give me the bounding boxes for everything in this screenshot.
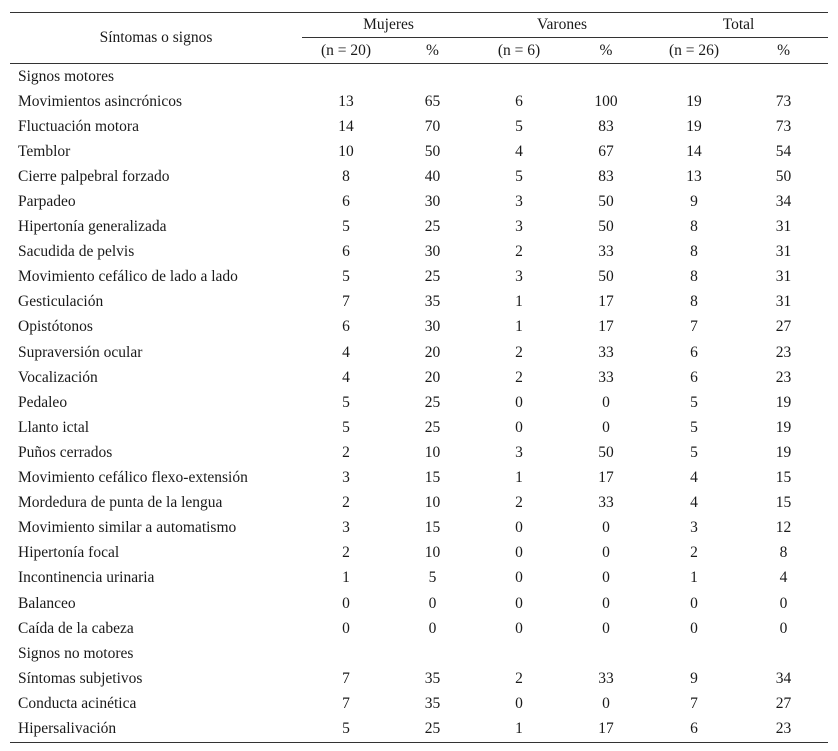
cell-varones-pct: 0 bbox=[602, 594, 610, 612]
table-row bbox=[10, 340, 828, 365]
cell-varones-pct: 17 bbox=[598, 293, 614, 311]
cell-varones-pct: 50 bbox=[598, 268, 614, 286]
cell-total-n: 8 bbox=[690, 218, 698, 236]
cell-mujeres-pct: 25 bbox=[424, 418, 441, 436]
cell-total-n: 7 bbox=[690, 318, 698, 336]
cell-total-n: 9 bbox=[690, 193, 698, 211]
cell-total-pct: 27 bbox=[775, 694, 792, 712]
cell-mujeres-n: 5 bbox=[342, 418, 350, 436]
cell-varones-pct: 0 bbox=[602, 544, 610, 562]
cell-total-pct: 4 bbox=[779, 569, 788, 587]
cell-varones-n: 3 bbox=[515, 193, 523, 211]
symptom-name: Hipertonía generalizada bbox=[18, 218, 167, 236]
cell-mujeres-n: 5 bbox=[342, 218, 350, 236]
table-row bbox=[10, 189, 828, 214]
table-row bbox=[10, 114, 828, 139]
section-header-row bbox=[10, 641, 828, 666]
cell-mujeres-n: 7 bbox=[342, 293, 350, 311]
cell-varones-n: 3 bbox=[515, 218, 523, 236]
cell-total-pct: 23 bbox=[775, 343, 792, 361]
cell-varones-pct: 0 bbox=[602, 519, 610, 537]
table-row bbox=[10, 215, 828, 240]
symptom-name: Fluctuación motora bbox=[18, 117, 139, 135]
cell-total-pct: 31 bbox=[775, 293, 792, 311]
cell-mujeres-pct: 25 bbox=[390, 716, 475, 742]
cell-varones-n: 2 bbox=[515, 343, 523, 361]
n-header-mujeres: (n = 20) bbox=[302, 38, 390, 64]
cell-varones-pct: 50 bbox=[598, 193, 614, 211]
cell-mujeres-pct: 65 bbox=[424, 92, 441, 110]
row-label-header: Síntomas o signos bbox=[10, 13, 302, 64]
group-header-total: Total bbox=[649, 13, 828, 38]
cell-total-pct: 73 bbox=[775, 117, 792, 135]
table-row bbox=[10, 691, 828, 716]
n-header-varones: (n = 6) bbox=[475, 38, 563, 64]
cell-total-pct: 15 bbox=[775, 494, 792, 512]
cell-total-n: 5 bbox=[690, 393, 698, 411]
table-row bbox=[10, 290, 828, 315]
symptom-name: Incontinencia urinaria bbox=[18, 569, 155, 587]
symptom-name: Parpadeo bbox=[18, 193, 76, 211]
cell-mujeres-pct: 25 bbox=[424, 268, 441, 286]
cell-total-pct: 0 bbox=[779, 619, 788, 637]
symptom-name: Cierre palpebral forzado bbox=[18, 167, 170, 185]
cell-varones-pct: 67 bbox=[598, 142, 614, 160]
cell-total-n: 5 bbox=[690, 418, 698, 436]
cell-total-n: 6 bbox=[690, 343, 698, 361]
cell-mujeres-pct: 35 bbox=[424, 669, 441, 687]
cell-total-n: 4 bbox=[690, 494, 698, 512]
cell-mujeres-n: 5 bbox=[342, 268, 350, 286]
symptom-name: Caída de la cabeza bbox=[18, 619, 134, 637]
cell-mujeres-n: 3 bbox=[342, 519, 350, 537]
cell-varones-n: 2 bbox=[515, 243, 523, 261]
symptom-name: Movimiento cefálico flexo-extensión bbox=[18, 469, 248, 487]
cell-total-pct: 73 bbox=[775, 92, 792, 110]
symptom-name: Conducta acinética bbox=[18, 694, 137, 712]
cell-mujeres-pct: 25 bbox=[424, 393, 441, 411]
symptom-name: Gesticulación bbox=[18, 293, 104, 311]
cell-total-n: 2 bbox=[690, 544, 698, 562]
cell-varones-pct: 0 bbox=[602, 393, 610, 411]
table-row bbox=[10, 566, 828, 591]
symptom-name: Pedaleo bbox=[18, 393, 68, 411]
cell-total-pct: 31 bbox=[775, 243, 792, 261]
cell-total-pct: 19 bbox=[775, 443, 792, 461]
cell-total-pct: 15 bbox=[775, 469, 792, 487]
n-header-total: (n = 26) bbox=[649, 38, 739, 64]
cell-total-n: 6 bbox=[649, 716, 739, 742]
cell-total-pct: 31 bbox=[775, 218, 792, 236]
cell-total-pct: 8 bbox=[779, 544, 788, 562]
table-row bbox=[10, 466, 828, 491]
cell-mujeres-n: 6 bbox=[342, 193, 350, 211]
cell-varones-n: 0 bbox=[515, 619, 523, 637]
table-row bbox=[10, 390, 828, 415]
cell-mujeres-n: 7 bbox=[342, 669, 350, 687]
cell-total-n: 8 bbox=[690, 268, 698, 286]
cell-mujeres-pct: 15 bbox=[424, 469, 441, 487]
table-row bbox=[10, 240, 828, 265]
cell-varones-n: 1 bbox=[515, 293, 523, 311]
cell-mujeres-n: 8 bbox=[342, 167, 350, 185]
cell-mujeres-pct: 5 bbox=[428, 569, 437, 587]
cell-varones-pct: 50 bbox=[598, 443, 614, 461]
cell-varones-n: 2 bbox=[515, 669, 523, 687]
cell-total-pct: 19 bbox=[775, 393, 792, 411]
cell-total-n: 3 bbox=[690, 519, 698, 537]
table-row bbox=[10, 415, 828, 440]
cell-varones-pct: 0 bbox=[602, 569, 610, 587]
cell-total-n: 0 bbox=[690, 619, 698, 637]
cell-varones-pct: 0 bbox=[602, 619, 610, 637]
table-row bbox=[10, 716, 828, 742]
table-row bbox=[10, 491, 828, 516]
symptom-name: Puños cerrados bbox=[18, 443, 113, 461]
table-row bbox=[10, 315, 828, 340]
table-row bbox=[10, 616, 828, 641]
cell-mujeres-pct: 0 bbox=[428, 594, 437, 612]
cell-mujeres-n: 5 bbox=[302, 716, 390, 742]
table-body bbox=[10, 64, 828, 743]
symptom-name: Hipertonía focal bbox=[18, 544, 120, 562]
group-header-mujeres: Mujeres bbox=[302, 13, 475, 38]
cell-varones-pct: 33 bbox=[598, 368, 614, 386]
cell-mujeres-pct: 25 bbox=[424, 218, 441, 236]
cell-mujeres-pct: 10 bbox=[424, 544, 441, 562]
cell-mujeres-pct: 10 bbox=[424, 443, 441, 461]
cell-varones-n: 6 bbox=[515, 92, 523, 110]
cell-mujeres-pct: 30 bbox=[424, 193, 441, 211]
symptom-name: Llanto ictal bbox=[18, 418, 90, 436]
symptom-name: Opistótonos bbox=[18, 318, 93, 336]
pct-header-total: % bbox=[739, 38, 828, 64]
cell-varones-n: 5 bbox=[515, 167, 523, 185]
cell-total-pct: 23 bbox=[739, 716, 828, 742]
cell-total-n: 4 bbox=[690, 469, 698, 487]
cell-varones-pct: 83 bbox=[598, 167, 614, 185]
cell-mujeres-n: 1 bbox=[342, 569, 350, 587]
cell-varones-n: 1 bbox=[515, 318, 523, 336]
table-row bbox=[10, 164, 828, 189]
section-title: Signos motores bbox=[18, 67, 115, 85]
cell-varones-n: 1 bbox=[515, 469, 523, 487]
table-row bbox=[10, 89, 828, 114]
cell-mujeres-n: 6 bbox=[342, 243, 350, 261]
cell-mujeres-pct: 0 bbox=[428, 619, 437, 637]
cell-total-n: 1 bbox=[690, 569, 698, 587]
cell-varones-pct: 33 bbox=[598, 343, 614, 361]
cell-mujeres-n: 6 bbox=[342, 318, 350, 336]
table-row bbox=[10, 666, 828, 691]
table-header bbox=[10, 13, 828, 64]
cell-varones-pct: 0 bbox=[602, 694, 610, 712]
cell-total-n: 14 bbox=[686, 142, 702, 160]
cell-varones-n: 3 bbox=[515, 443, 523, 461]
cell-total-n: 13 bbox=[686, 167, 702, 185]
cell-varones-n: 0 bbox=[515, 569, 523, 587]
cell-mujeres-pct: 30 bbox=[424, 318, 441, 336]
cell-varones-n: 2 bbox=[515, 494, 523, 512]
cell-total-pct: 31 bbox=[775, 268, 792, 286]
symptom-name: Movimiento cefálico de lado a lado bbox=[18, 268, 238, 286]
cell-total-n: 19 bbox=[686, 117, 702, 135]
symptom-name: Hipersalivación bbox=[10, 716, 302, 742]
cell-total-pct: 23 bbox=[775, 368, 792, 386]
cell-varones-n: 5 bbox=[515, 117, 523, 135]
cell-mujeres-pct: 35 bbox=[424, 293, 441, 311]
cell-mujeres-pct: 15 bbox=[424, 519, 441, 537]
cell-mujeres-pct: 30 bbox=[424, 243, 441, 261]
cell-varones-n: 0 bbox=[515, 694, 523, 712]
symptom-name: Sacudida de pelvis bbox=[18, 243, 135, 261]
cell-varones-pct: 17 bbox=[563, 716, 649, 742]
cell-total-pct: 50 bbox=[775, 167, 792, 185]
cell-total-pct: 27 bbox=[775, 318, 792, 336]
cell-total-pct: 19 bbox=[775, 418, 792, 436]
cell-varones-pct: 17 bbox=[598, 469, 614, 487]
cell-total-n: 6 bbox=[690, 368, 698, 386]
table-row bbox=[10, 516, 828, 541]
cell-mujeres-n: 2 bbox=[342, 544, 350, 562]
section-title: Signos no motores bbox=[18, 644, 134, 662]
cell-mujeres-n: 7 bbox=[342, 694, 350, 712]
group-header-varones: Varones bbox=[475, 13, 649, 38]
cell-mujeres-n: 4 bbox=[342, 368, 350, 386]
cell-mujeres-pct: 40 bbox=[424, 167, 441, 185]
symptom-name: Mordedura de punta de la lengua bbox=[18, 494, 223, 512]
symptom-name: Temblor bbox=[18, 142, 71, 160]
cell-mujeres-pct: 35 bbox=[424, 694, 441, 712]
cell-mujeres-n: 13 bbox=[338, 92, 354, 110]
pct-header-mujeres: % bbox=[390, 38, 475, 64]
cell-varones-n: 0 bbox=[515, 594, 523, 612]
cell-mujeres-pct: 10 bbox=[424, 494, 441, 512]
cell-varones-pct: 83 bbox=[598, 117, 614, 135]
symptom-name: Síntomas subjetivos bbox=[18, 669, 143, 687]
cell-total-n: 8 bbox=[690, 243, 698, 261]
cell-mujeres-n: 14 bbox=[338, 117, 354, 135]
cell-mujeres-pct: 20 bbox=[424, 368, 441, 386]
cell-total-pct: 34 bbox=[775, 669, 792, 687]
cell-varones-pct: 33 bbox=[598, 669, 614, 687]
cell-varones-n: 3 bbox=[515, 268, 523, 286]
pct-header-varones: % bbox=[563, 38, 649, 64]
cell-varones-pct: 33 bbox=[598, 243, 614, 261]
table-row bbox=[10, 265, 828, 290]
cell-total-n: 9 bbox=[690, 669, 698, 687]
cell-total-n: 5 bbox=[690, 443, 698, 461]
symptom-name: Vocalización bbox=[18, 368, 98, 386]
cell-total-pct: 54 bbox=[775, 142, 792, 160]
cell-mujeres-n: 2 bbox=[342, 443, 350, 461]
cell-mujeres-n: 10 bbox=[338, 142, 354, 160]
symptom-name: Supraversión ocular bbox=[18, 343, 143, 361]
cell-total-pct: 12 bbox=[775, 519, 792, 537]
cell-varones-pct: 0 bbox=[602, 418, 610, 436]
cell-varones-pct: 17 bbox=[598, 318, 614, 336]
table-row bbox=[10, 541, 828, 566]
symptom-name: Balanceo bbox=[18, 594, 76, 612]
cell-varones-n: 0 bbox=[515, 544, 523, 562]
cell-varones-n: 4 bbox=[515, 142, 523, 160]
cell-mujeres-n: 3 bbox=[342, 469, 350, 487]
table-row bbox=[10, 591, 828, 616]
cell-mujeres-pct: 50 bbox=[424, 142, 441, 160]
table-container bbox=[10, 12, 828, 743]
cell-varones-n: 0 bbox=[515, 418, 523, 436]
table-row bbox=[10, 139, 828, 164]
cell-total-pct: 34 bbox=[775, 193, 792, 211]
cell-mujeres-n: 4 bbox=[342, 343, 350, 361]
cell-varones-n: 1 bbox=[475, 716, 563, 742]
cell-total-n: 0 bbox=[690, 594, 698, 612]
symptom-name: Movimientos asincrónicos bbox=[18, 92, 183, 110]
cell-mujeres-n: 0 bbox=[342, 619, 350, 637]
cell-mujeres-n: 0 bbox=[342, 594, 350, 612]
cell-varones-n: 2 bbox=[515, 368, 523, 386]
cell-mujeres-pct: 20 bbox=[424, 343, 441, 361]
table-row bbox=[10, 365, 828, 390]
cell-varones-pct: 50 bbox=[598, 218, 614, 236]
symptoms-table bbox=[10, 12, 828, 743]
cell-total-n: 19 bbox=[686, 92, 702, 110]
cell-mujeres-n: 5 bbox=[342, 393, 350, 411]
cell-total-n: 8 bbox=[690, 293, 698, 311]
cell-total-n: 7 bbox=[690, 694, 698, 712]
symptom-name: Movimiento similar a automatismo bbox=[18, 519, 237, 537]
cell-varones-n: 0 bbox=[515, 519, 523, 537]
cell-varones-pct: 100 bbox=[594, 92, 618, 110]
cell-varones-n: 0 bbox=[515, 393, 523, 411]
table-row bbox=[10, 440, 828, 465]
cell-mujeres-n: 2 bbox=[342, 494, 350, 512]
cell-total-pct: 0 bbox=[779, 594, 788, 612]
cell-varones-pct: 33 bbox=[598, 494, 614, 512]
section-header-row bbox=[10, 64, 828, 90]
cell-mujeres-pct: 70 bbox=[424, 117, 441, 135]
